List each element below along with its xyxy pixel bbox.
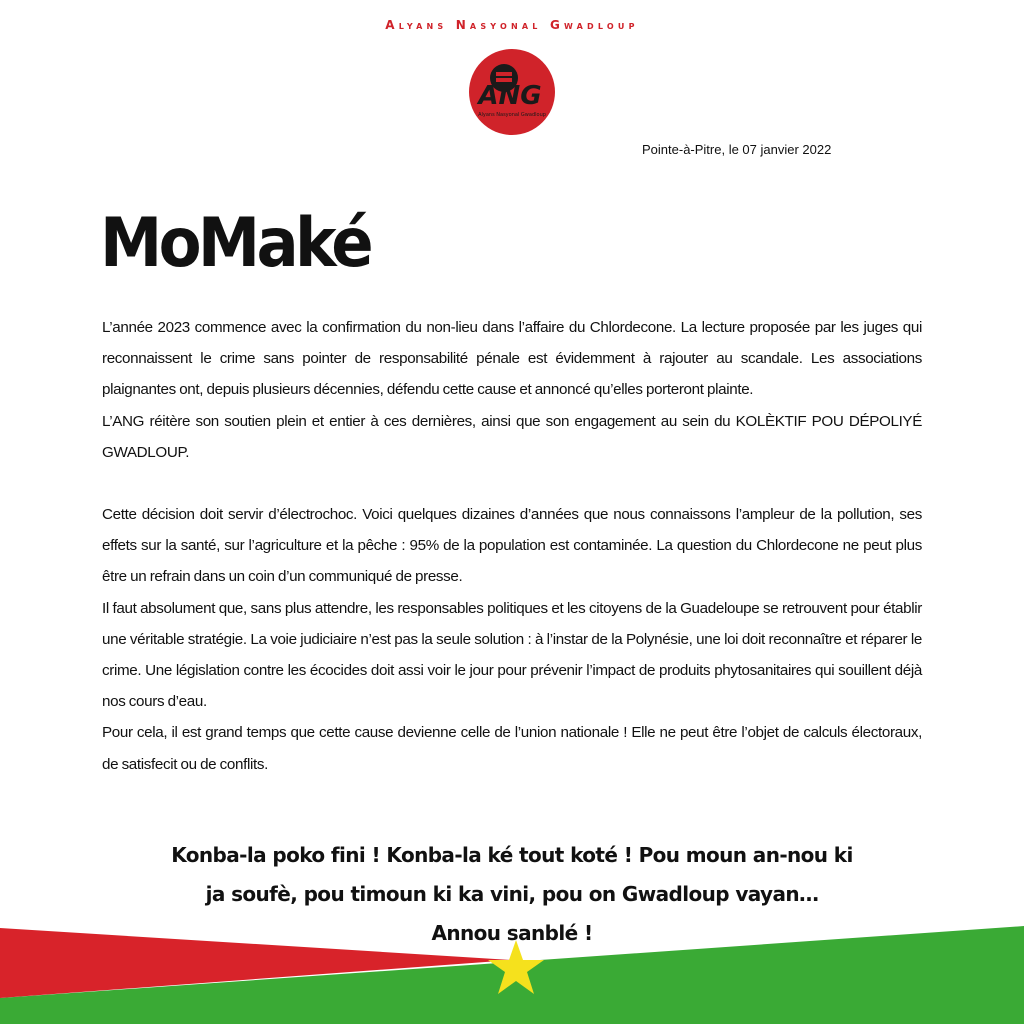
paragraph: L’ANG réitère son soutien plein et entier à ces dernières, ainsi que son engagement au sein du KOLÈKTIF POU DÉPOLIYÉ GWADLOUP. [102,412,922,461]
slogan [0,836,1024,953]
svg-text:ANG: ANG [478,81,542,111]
paragraph: Pour cela, il est grand temps que cette cause devienne celle de l’union nationale ! Elle ne peut être l’objet de calculs électoraux, de satisfecit ou de conflits. [102,724,922,773]
slogan-line: ja soufè, pou timoun ki ka vini, pou on Gwadloup vayan… [205,882,819,906]
ang-logo [466,46,558,138]
svg-text:Alyans Nasyonal Gwadloup: Alyans Nasyonal Gwadloup [478,112,546,118]
organization-header: Alyans Nasyonal Gwadloup [385,18,639,32]
paragraph: Cette décision doit servir d’électrochoc. Voici quelques dizaines d’années que nous connaissons l’ampleur de la pollution, ses effets sur la santé, sur l’agriculture et la pêche : 95% de la population est contaminée. La question du Chlordecone ne peut plus être un refrain dans un coin d’un communiqué de presse. [102,506,922,586]
paragraph-spacer [102,468,922,499]
date-line: Pointe-à-Pitre, le 07 janvier 2022 [642,142,832,157]
paragraph: Il faut absolument que, sans plus attendre, les responsables politiques et les citoyens de la Guadeloupe se retrouvent pour établir une véritable stratégie. La voie judiciaire n’est pas la seule solution : à l’instar de la Polynésie, une loi doit reconnaître et réparer le crime. Une législation contre les écocides doit assi voir le jour pour prévenir l’impact de produits phytosanitaires qui souillent déjà nos cours d’eau. [102,599,922,711]
paragraph: L’année 2023 commence avec la confirmation du non-lieu dans l’affaire du Chlordecone. La lecture proposée par les juges qui reconnaissent le crime sans pointer de responsabilité pénale est évidemment à rajouter au scandale. Les associations plaignantes ont, depuis plusieurs décennies, défendu cette cause et annoncé qu’elles porteront plainte. [102,319,922,399]
slogan-line: Konba-la poko fini ! Konba-la ké tout koté ! Pou moun an-nou ki [171,843,853,867]
page-title: MoMaké [100,204,370,283]
slogan-line: Annou sanblé ! [431,921,593,945]
body-text [102,312,922,780]
